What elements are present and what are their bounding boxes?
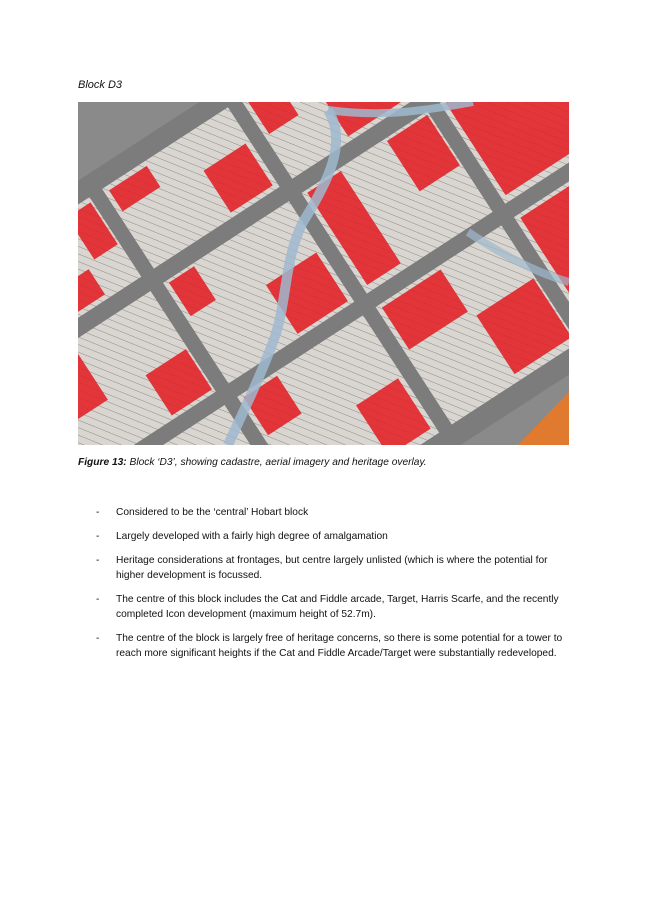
bullet-dash: - [96, 555, 100, 566]
bullet-dash: - [96, 507, 100, 518]
bullet-item [96, 631, 566, 661]
bullet-text: Largely developed with a fairly high degree of amalgamation [116, 531, 388, 542]
bullet-item [96, 529, 566, 544]
bullet-dash: - [96, 531, 100, 542]
figure-caption [78, 457, 427, 468]
page-heading: Block D3 [78, 79, 123, 91]
figure-caption-label: Figure 13: [78, 457, 127, 468]
bullet-text: The centre of this block includes the Cat and Fiddle arcade, Target, Harris Scarfe, and the recently completed Icon development (maximum height of 52.7m). [116, 594, 559, 620]
aerial-map-figure [78, 102, 569, 445]
bullet-dash: - [96, 633, 100, 644]
bullet-list [96, 505, 566, 670]
bullet-text: Heritage considerations at frontages, but centre largely unlisted (which is where the potential for higher development is focussed. [116, 555, 548, 581]
figure-caption-text: Block ‘D3’, showing cadastre, aerial imagery and heritage overlay. [126, 457, 427, 468]
bullet-item [96, 505, 566, 520]
bullet-item [96, 553, 566, 583]
bullet-text: Considered to be the ‘central’ Hobart block [116, 507, 309, 518]
bullet-text: The centre of the block is largely free of heritage concerns, so there is some potential for a tower to reach more significant heights if the Cat and Fiddle Arcade/Target were substantially redeveloped. [116, 633, 563, 659]
bullet-item [96, 592, 566, 622]
aerial-map-image [78, 102, 569, 445]
bullet-dash: - [96, 594, 100, 605]
